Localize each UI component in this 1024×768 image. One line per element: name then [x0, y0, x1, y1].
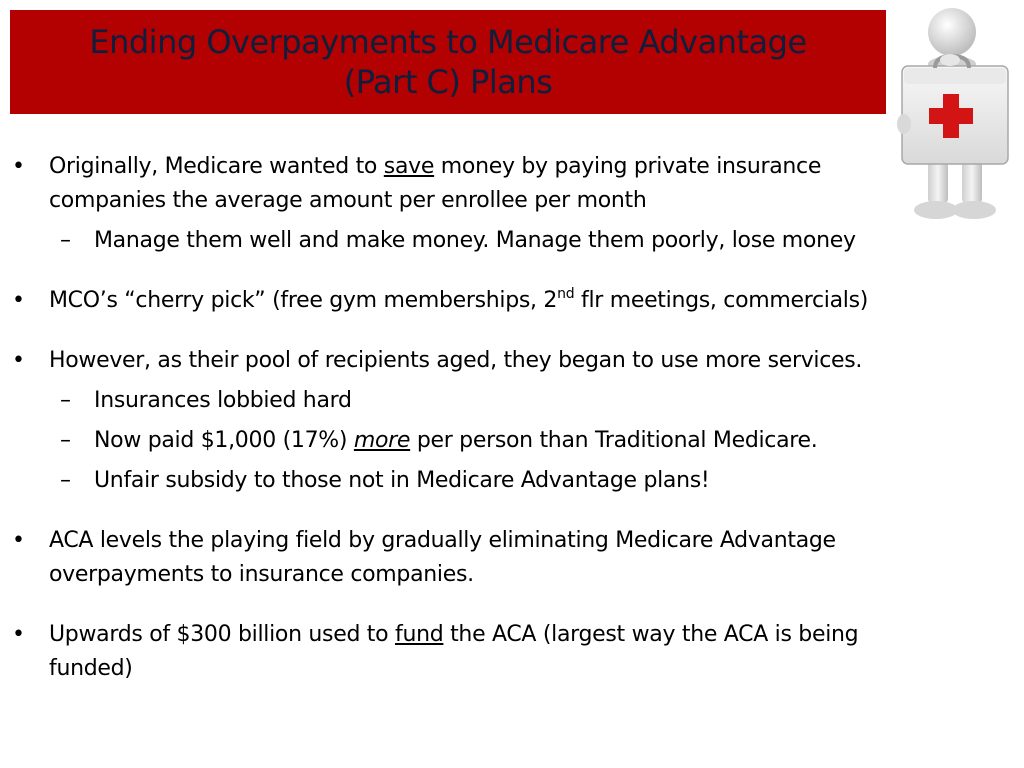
bullet-item: • ACA levels the playing field by gradually eliminating Medicare Advantage overpayments to insurance companies. [0, 524, 904, 592]
superscript-nd: nd [557, 286, 575, 302]
bullet-marker: • [12, 288, 25, 313]
sub-bullet-item: – Now paid $1,000 (17%) more per person than Traditional Medicare. [0, 424, 1004, 458]
slide-title-banner [10, 10, 886, 114]
dash-marker: – [60, 388, 71, 413]
emphasis-fund: fund [395, 622, 444, 647]
bullet-marker: • [12, 348, 25, 373]
dash-marker: – [60, 428, 71, 453]
sub-bullet-item: – Insurances lobbied hard [0, 384, 1004, 418]
slide-title-line-1: Ending Overpayments to Medicare Advantage [89, 23, 807, 61]
bullet-list [0, 150, 1024, 686]
bullet-item: • Upwards of $300 billion used to fund the ACA (largest way the ACA is being funded) [0, 618, 934, 686]
bullet-item: • However, as their pool of recipients aged, they began to use more services. [0, 344, 1004, 378]
bullet-marker: • [12, 154, 25, 179]
bullet-marker: • [12, 622, 25, 647]
bullet-item: • MCO’s “cherry pick” (free gym memberships, 2nd flr meetings, commercials) [0, 284, 1004, 318]
dash-marker: – [60, 468, 71, 493]
bullet-marker: • [12, 528, 25, 553]
emphasis-more: more [353, 428, 411, 453]
sub-bullet-item: – Manage them well and make money. Manage them poorly, lose money [0, 224, 1004, 258]
emphasis-save: save [383, 154, 435, 179]
bullet-item: • Originally, Medicare wanted to save money by paying private insurance companies the average amount per enrollee per month [0, 150, 884, 218]
dash-marker: – [60, 228, 71, 253]
slide-title-line-2: (Part C) Plans [343, 63, 553, 101]
sub-bullet-item: – Unfair subsidy to those not in Medicare Advantage plans! [0, 464, 1004, 498]
